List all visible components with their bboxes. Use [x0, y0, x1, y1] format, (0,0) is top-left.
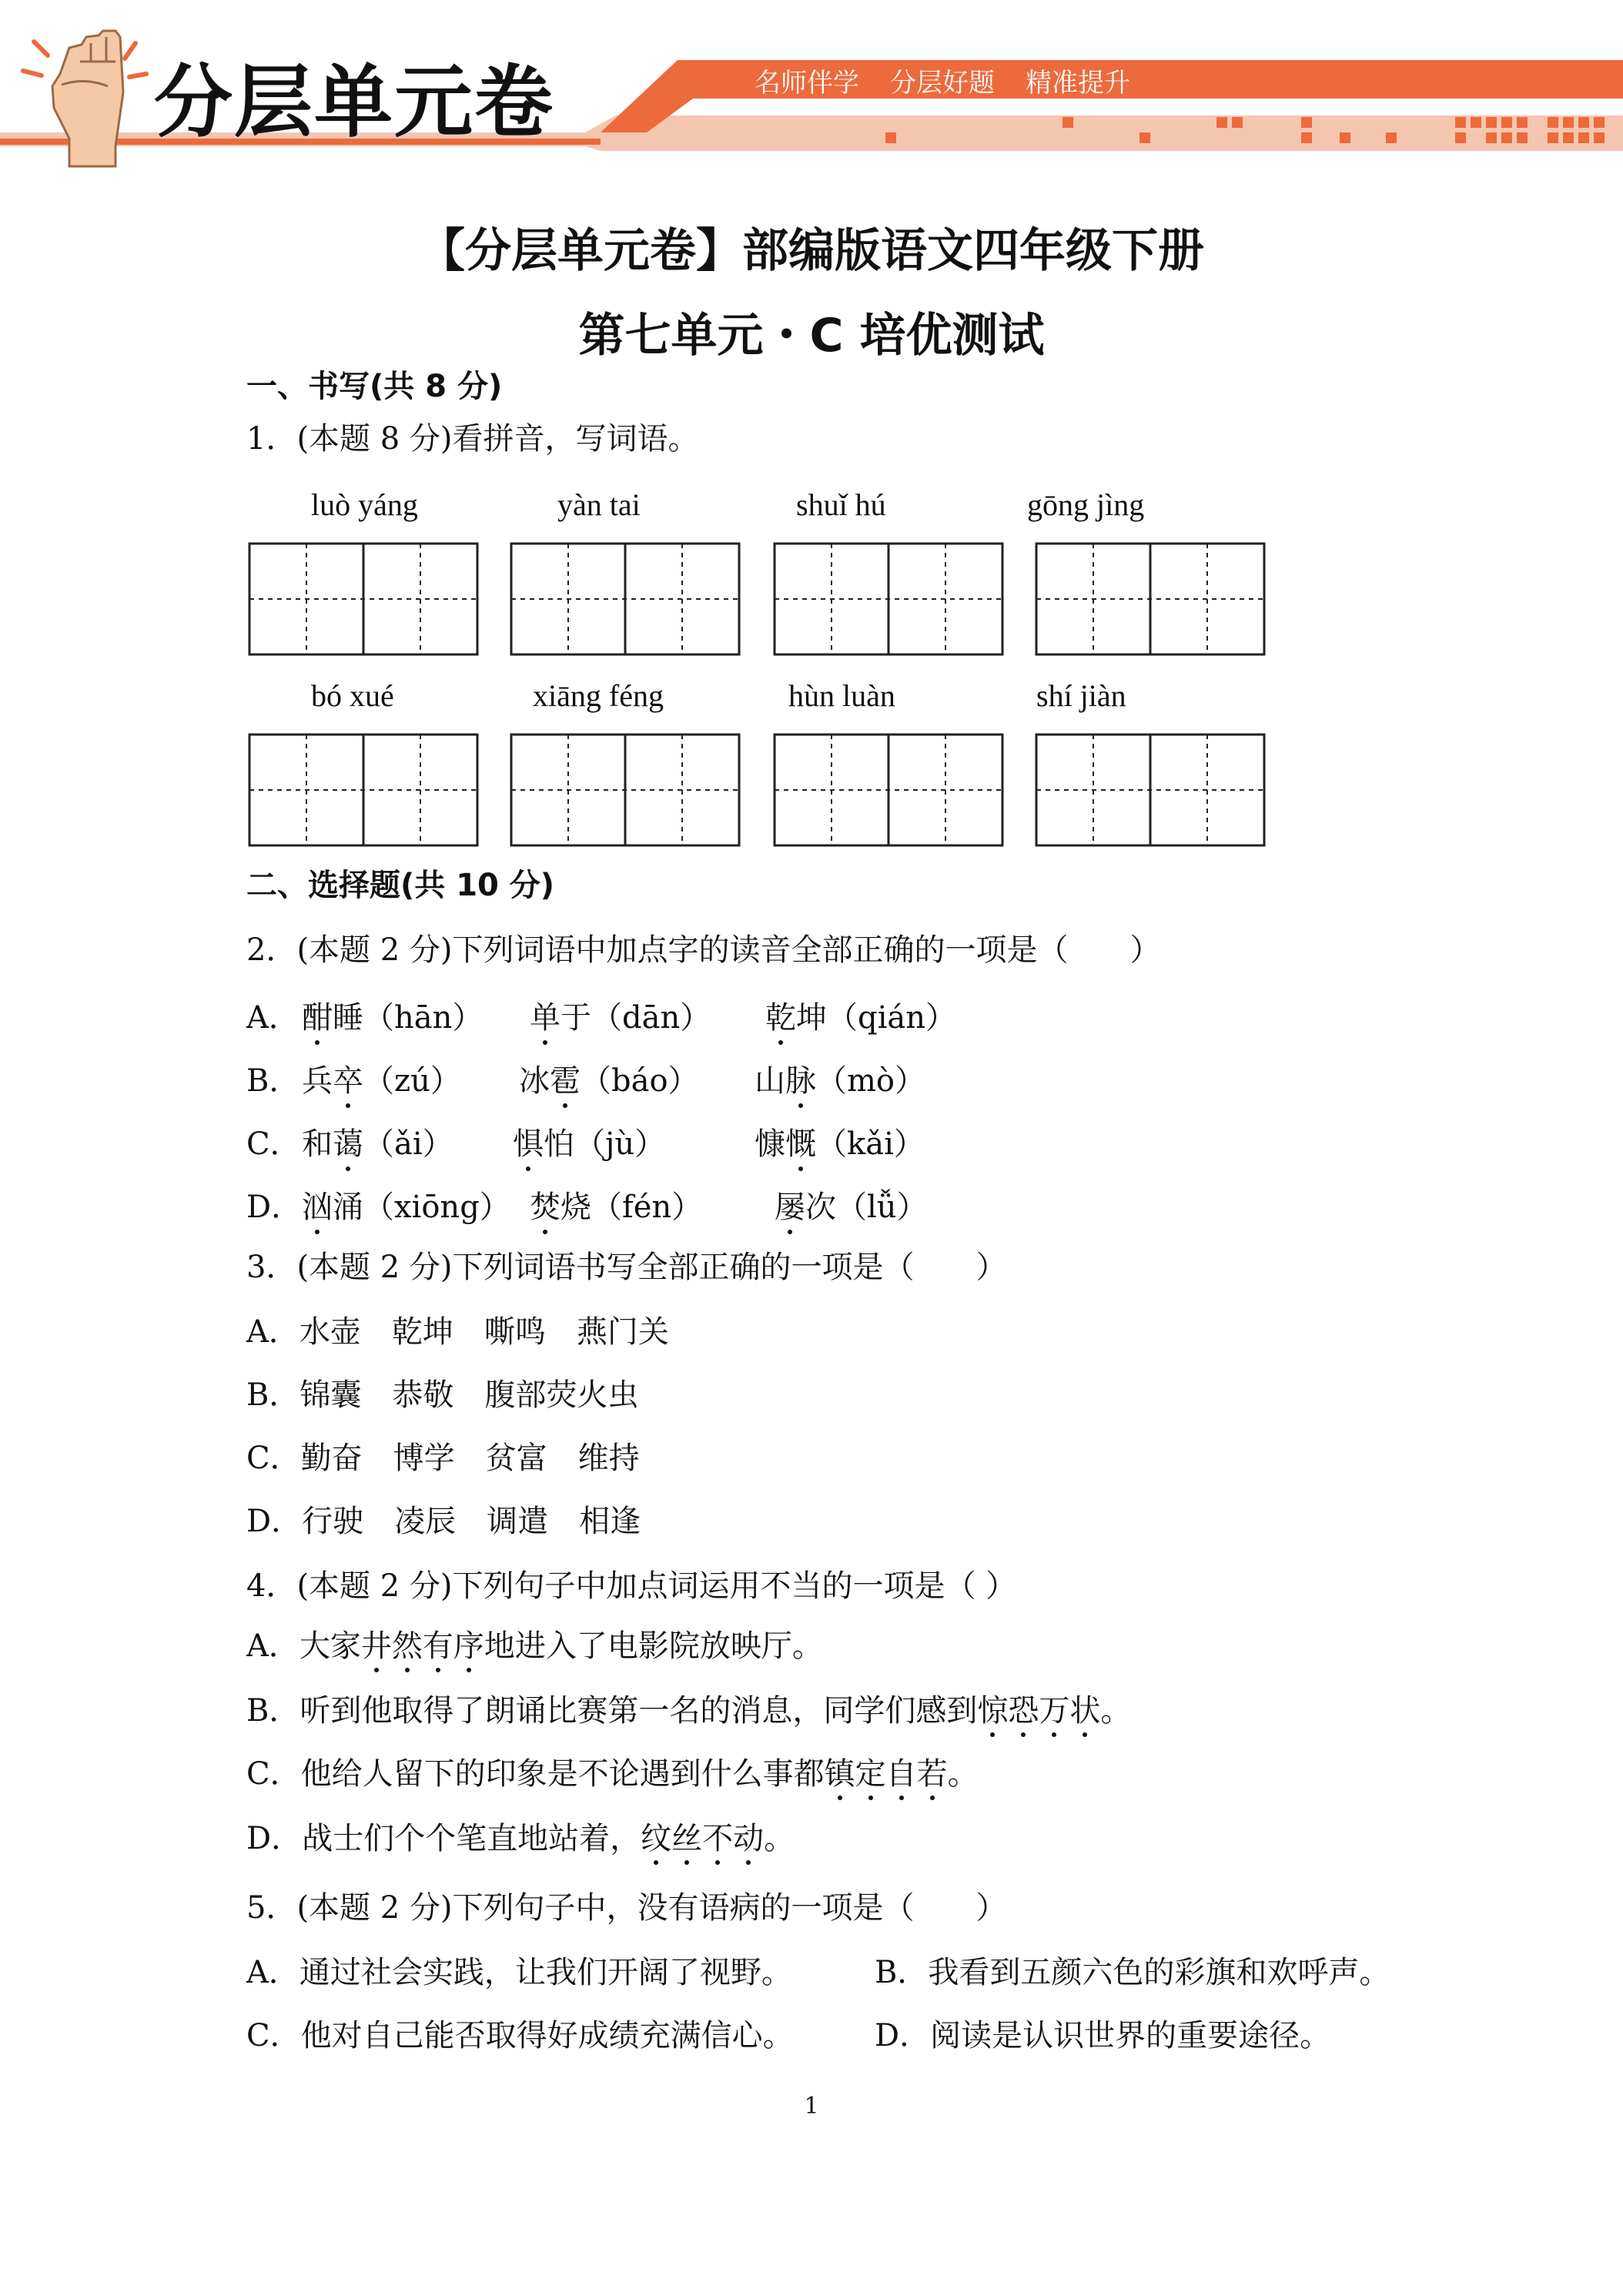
- q4-option-a[interactable]: A．大家井然有序地进入了电影院放映厅。: [246, 1628, 823, 1664]
- q5-option-c[interactable]: C．他对自己能否取得好成绩充满信心。: [246, 2018, 794, 2053]
- pinyin-2: yàn tai: [557, 487, 641, 522]
- exam-subtitle: 第七单元・C 培优测试: [578, 309, 1045, 363]
- pinyin-5: bó xué: [311, 678, 394, 713]
- section-2-heading: 二、选择题(共 10 分): [246, 868, 555, 903]
- pinyin-7: hùn luàn: [788, 678, 895, 713]
- slogan-1: 名师伴学: [755, 68, 859, 99]
- slogan-bar: [755, 62, 1161, 99]
- q3-option-d[interactable]: D．行驶 凌辰 调遣 相逢: [246, 1504, 641, 1539]
- q5-option-a[interactable]: A．通过社会实践，让我们开阔了视野。: [246, 1955, 792, 1990]
- q3-option-c[interactable]: C．勤奋 博学 贫富 维持: [246, 1441, 640, 1476]
- brand-title: 分层单元卷: [154, 57, 554, 149]
- pinyin-4: gōng jìng: [1027, 487, 1145, 522]
- writing-grid[interactable]: [773, 542, 1004, 656]
- question-2-stem: 2．(本题 2 分)下列词语中加点字的读音全部正确的一项是（ ）: [246, 932, 1161, 968]
- slogan-3: 精准提升: [1026, 68, 1130, 99]
- section-1-heading: 一、书写(共 8 分): [246, 369, 503, 404]
- question-5-stem: 5．(本题 2 分)下列句子中，没有语病的一项是（ ）: [246, 1890, 1007, 1926]
- writing-grid[interactable]: [248, 733, 479, 847]
- q5-option-d[interactable]: D．阅读是认识世界的重要途径。: [875, 2018, 1331, 2053]
- header-banner: [0, 0, 1623, 177]
- writing-grid[interactable]: [510, 542, 741, 656]
- writing-grid[interactable]: [773, 733, 1004, 847]
- question-4-stem: 4．(本题 2 分)下列句子中加点词运用不当的一项是（ ）: [246, 1568, 1017, 1604]
- page-number: 1: [804, 2093, 819, 2120]
- pinyin-3: shuǐ hú: [796, 487, 886, 522]
- q4-option-d[interactable]: D．战士们个个笔直地站着，纹丝不动。: [246, 1821, 795, 1856]
- exam-page: 分层单元卷 名师伴学 分层好题 精准提升 【分层单元卷】部编版语文四年级下册 第七单元・C 培优测试 一、书写(共 8 分) 1．(本题 8 分)看拼音，写词语。 luò yáng yàn tai shuǐ hú gōng jìng bó xué xiāng féng hùn luàn shí jiàn 二、选择题(共 10 分) 2．(本题 2 分)下列词语中加点字的读音全部正确的一项是（ ） A． 酣睡（hān） 单于（dān） 乾坤（qián） B． 兵卒（zú） 冰雹（báo） 山脉（mò） C． 和蔼（ǎi） 惧怕（jù） 慷慨（kǎi） D． 汹涌（xiōng） 焚烧（fén） 屡次（lǚ） 3．(本题 2 分)下列词语书写全部正确的一项是（ ） A．水壶 乾坤 嘶鸣 燕门关 B．锦囊 恭敬 腹部荧火虫 C．勤奋 博学 贫富 维持 D．行驶 凌辰 调遣 相逢 4．(本题 2 分)下列句子中加点词运用不当的一项是（ ） A．大家井然有序地进入了电影院放映厅。 B．听到他取得了朗诵比赛第一名的消息，同学们感到惊恐万状。 C．他给人留下的印象是不论遇到什么事都镇定自若。 D．战士们个个笔直地站着，纹丝不动。 5．(本题 2 分)下列句子中，没有语病的一项是（ ） A．通过社会实践，让我们开阔了视野。 B．我看到五颜六色的彩旗和欢呼声。 C．他对自己能否取得好成绩充满信心。 D．阅读是认识世界的重要途径。 1: [0, 0, 1623, 2296]
- slogan-2: 分层好题: [890, 68, 995, 99]
- pinyin-6: xiāng féng: [533, 678, 664, 713]
- q4-option-c[interactable]: C．他给人留下的印象是不论遇到什么事都镇定自若。: [246, 1756, 979, 1792]
- exam-title: 【分层单元卷】部编版语文四年级下册: [419, 224, 1204, 278]
- q3-option-a[interactable]: A．水壶 乾坤 嘶鸣 燕门关: [246, 1314, 669, 1350]
- question-3-stem: 3．(本题 2 分)下列词语书写全部正确的一项是（ ）: [246, 1250, 1007, 1285]
- writing-grid[interactable]: [248, 542, 479, 656]
- pinyin-1: luò yáng: [311, 487, 418, 522]
- q5-option-b[interactable]: B．我看到五颜六色的彩旗和欢呼声。: [875, 1955, 1390, 1990]
- pinyin-8: shí jiàn: [1036, 678, 1126, 713]
- question-1-stem: 1．(本题 8 分)看拼音，写词语。: [246, 421, 699, 457]
- writing-grid[interactable]: [1035, 733, 1266, 847]
- writing-grid[interactable]: [1035, 542, 1266, 656]
- q3-option-b[interactable]: B．锦囊 恭敬 腹部荧火虫: [246, 1377, 639, 1413]
- q4-option-b[interactable]: B．听到他取得了朗诵比赛第一名的消息，同学们感到惊恐万状。: [246, 1693, 1132, 1729]
- writing-grid[interactable]: [510, 733, 741, 847]
